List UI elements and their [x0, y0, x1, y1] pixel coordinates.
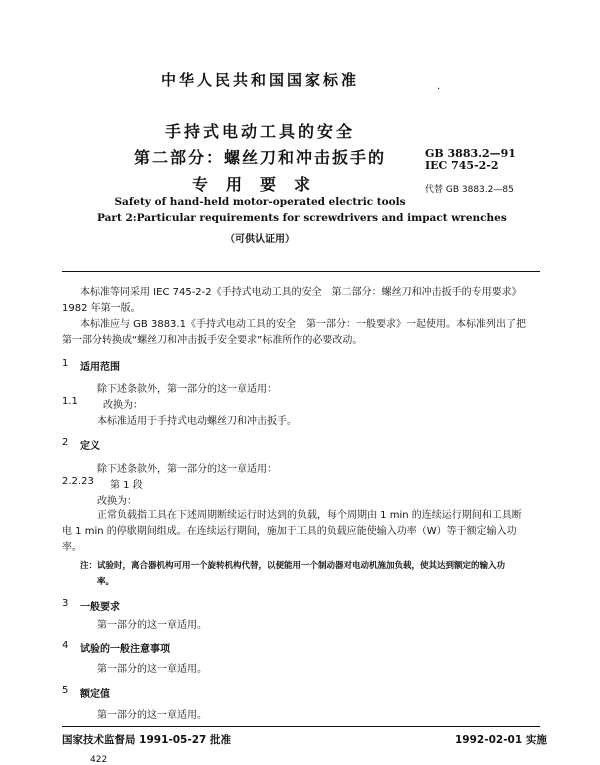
section-4-title: 试验的一般注意事项 — [80, 644, 170, 655]
english-title-2: Part 2:Particular requirements for screwdrivers and impact wrenches — [97, 212, 507, 224]
note-line-2: 率。 — [97, 577, 115, 587]
iec-code: IEC 745-2-2 — [425, 159, 499, 172]
standard-title: 中华人民共和国国家标准 — [160, 71, 359, 89]
title-line-1: 手持式电动工具的安全 — [164, 122, 355, 141]
section-2-2-23-title: 第 1 段 — [110, 480, 143, 491]
intro-line-1: 本标准等同采用 IEC 745-2-2《手持式电动工具的安全 第二部分：螺丝刀和冲击扳手的专用要求》 — [80, 287, 522, 298]
section-2-number: 2 — [62, 437, 69, 448]
definition-line-1: 正常负载指工具在下述周期断续运行时达到的负载，每个周期由 1 min 的连续运行期间和工具断 — [97, 510, 522, 521]
change-label: 改换为： — [97, 496, 137, 507]
section-4-number: 4 — [62, 640, 69, 651]
title-line-2: 第二部分：螺丝刀和冲击扳手的 — [133, 148, 386, 167]
section-5-body: 第一部分的这一章适用。 — [97, 710, 207, 721]
title-line-3: 专用要求 — [191, 175, 328, 194]
footer-divider — [62, 726, 540, 727]
section-5-title: 额定值 — [80, 689, 110, 700]
definition-line-2: 电 1 min 的停歇期间组成。在连续运行期间，施加于工具的负载应能使输入功率（W）等于额定输入功 — [62, 526, 517, 537]
section-1-number: 1 — [62, 358, 69, 369]
section-3-title: 一般要求 — [80, 602, 120, 613]
section-1-body: 除下述条款外，第一部分的这一章适用： — [97, 384, 277, 395]
intro-line-2: 1982 年第一版。 — [62, 303, 141, 314]
section-2-title: 定义 — [80, 441, 100, 452]
certification-note: （可供认证用） — [225, 234, 295, 245]
implementation-date: 1992-02-01 实施 — [455, 734, 547, 746]
section-1-1-body: 本标准适用于手持式电动螺丝刀和冲击扳手。 — [97, 416, 297, 427]
replaces-code: 代替 GB 3883.2—85 — [425, 185, 514, 195]
note-line-1: 注：试验时，离合器机构可用一个旋转机构代替，以便能用一个制动器对电动机施加负载，使其达到额定的输入功 — [80, 561, 506, 571]
section-2-body: 除下述条款外，第一部分的这一章适用： — [97, 464, 277, 475]
definition-line-3: 率。 — [62, 542, 82, 553]
section-5-number: 5 — [62, 685, 69, 696]
intro-line-3: 本标准应与 GB 3883.1《手持式电动工具的安全 第一部分：一般要求》一起使用。本标准列出了把 — [80, 319, 526, 330]
section-1-title: 适用范围 — [80, 362, 120, 373]
page-number: 422 — [90, 755, 108, 765]
gb-code: GB 3883.2—91 — [425, 147, 516, 160]
section-3-body: 第一部分的这一章适用。 — [97, 620, 207, 631]
intro-line-4: 第一部分转换成“螺丝刀和冲击扳手安全要求”标准所作的必要改动。 — [62, 335, 363, 346]
section-1-1-title: 改换为： — [103, 400, 143, 411]
stray-dot: . — [437, 81, 441, 92]
section-3-number: 3 — [62, 598, 69, 609]
english-title-1: Safety of hand-held motor-operated electric tools — [114, 196, 406, 208]
section-1-1-number: 1.1 — [62, 396, 78, 407]
header-divider — [62, 271, 540, 272]
approval-date: 国家技术监督局 1991-05-27 批准 — [62, 734, 231, 746]
section-4-body: 第一部分的这一章适用。 — [97, 664, 207, 675]
section-2-2-23-number: 2.2.23 — [62, 476, 94, 487]
